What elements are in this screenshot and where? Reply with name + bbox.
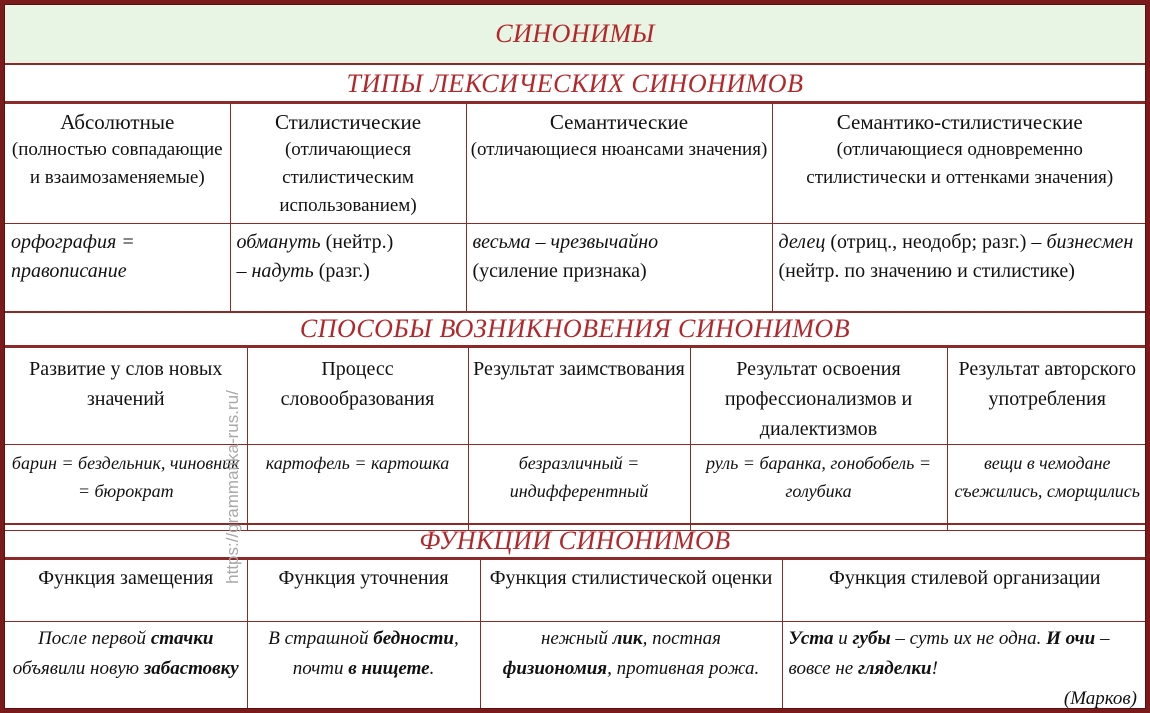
origin-example-4: руль = баранка, гонобобель = голубика <box>690 445 947 531</box>
section-heading-functions: ФУНКЦИИ СИНОНИМОВ <box>5 523 1145 559</box>
origin-example-1: барин = бездельник, чиновник = бюрократ <box>5 445 247 531</box>
section-heading-origins: СПОСОБЫ ВОЗНИКНОВЕНИЯ СИНОНИМОВ <box>5 311 1145 347</box>
type-absolute: Абсолютные (полностью совпадающие и взаимозаменяемые) <box>5 104 230 224</box>
function-substitution: Функция замещения <box>5 560 247 622</box>
function-example-4: Уста и губы – суть их не одна. И очи – вовсе не гляделки! (Марков) <box>782 622 1146 710</box>
origin-example-3: безразличный = индифферентный <box>468 445 690 531</box>
origin-word-formation: Процесс словообразования <box>247 348 468 445</box>
origin-example-2: картофель = картошка <box>247 445 468 531</box>
example-absolute: орфография = правописание <box>5 224 230 312</box>
function-example-1: После первой стачки объявили новую забастовку <box>5 622 247 710</box>
origin-borrowing: Результат заимствования <box>468 348 690 445</box>
origins-table <box>5 347 1146 531</box>
origin-author-usage: Результат авторского употребления <box>947 348 1146 445</box>
page-title: СИНОНИМЫ <box>5 5 1145 65</box>
function-clarification: Функция уточнения <box>247 560 480 622</box>
function-example-2: В страшной бедности, почти в нищете. <box>247 622 480 710</box>
section-heading-types: ТИПЫ ЛЕКСИЧЕСКИХ СИНОНИМОВ <box>5 67 1145 103</box>
origin-example-5: вещи в чемодане съежились, сморщились <box>947 445 1146 531</box>
example-semantic-stylistic: делец (отриц., неодобр; разг.) – бизнесмен (нейтр. по значению и стилистике) <box>772 224 1146 312</box>
types-table <box>5 103 1146 312</box>
type-stylistic: Стилистические (отличающиеся стилистическим использованием) <box>230 104 466 224</box>
poem-author: (Марков) <box>1063 688 1137 709</box>
example-stylistic: обмануть (нейтр.) – надуть (разг.) <box>230 224 466 312</box>
type-semantic: Семантические (отличающиеся нюансами значения) <box>466 104 772 224</box>
type-semantic-stylistic: Семантико-стилистические (отличающиеся одновременно стилистически и оттенками значения) <box>772 104 1146 224</box>
origin-new-meanings: Развитие у слов новых значений <box>5 348 247 445</box>
function-style-organization: Функция стилевой организации <box>782 560 1146 622</box>
example-semantic: весьма – чрезвычайно (усиление признака) <box>466 224 772 312</box>
functions-table <box>5 559 1146 709</box>
origin-professionalisms: Результат освоения профессионализмов и диалектизмов <box>690 348 947 445</box>
function-stylistic-evaluation: Функция стилистической оценки <box>480 560 782 622</box>
watermark: https://grammatika-rus.ru/ <box>223 390 242 584</box>
function-example-3: нежный лик, постная физиономия, противная рожа. <box>480 622 782 710</box>
synonyms-table <box>4 4 1146 709</box>
